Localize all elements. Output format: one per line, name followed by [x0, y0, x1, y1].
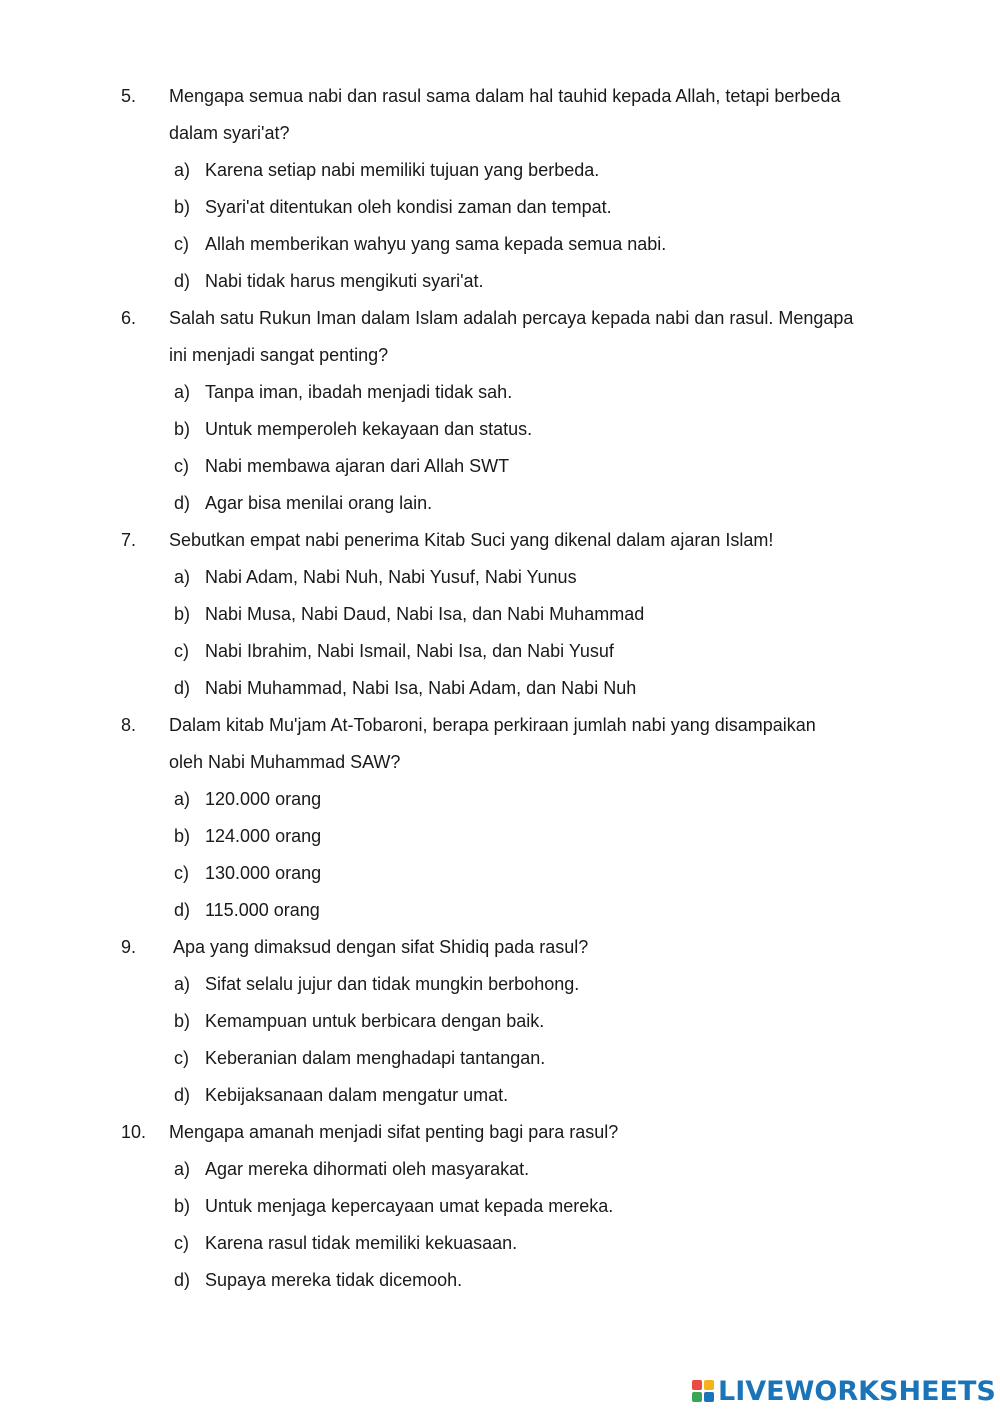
- option-text: Kebijaksanaan dalam mengatur umat.: [205, 1085, 509, 1105]
- question-item: [0, 707, 1000, 929]
- option-letter: b): [174, 604, 191, 624]
- option-letter: d): [174, 1270, 191, 1290]
- logo-square: [704, 1392, 714, 1402]
- answer-option[interactable]: [0, 411, 1000, 448]
- question-text: Dalam kitab Mu'jam At-Tobaroni, berapa perkiraan jumlah nabi yang disampaikan: [169, 715, 816, 735]
- answer-option[interactable]: [0, 892, 1000, 929]
- option-text: Karena setiap nabi memiliki tujuan yang berbeda.: [205, 160, 600, 180]
- question-number: 6.: [121, 308, 137, 328]
- question-item: [0, 929, 1000, 1114]
- answer-option[interactable]: [0, 1151, 1000, 1188]
- answer-option[interactable]: [0, 374, 1000, 411]
- option-text: Nabi tidak harus mengikuti syari'at.: [205, 271, 484, 291]
- option-letter: b): [174, 1196, 191, 1216]
- question-number: 9.: [121, 937, 137, 957]
- option-text: Karena rasul tidak memiliki kekuasaan.: [205, 1233, 518, 1253]
- answer-option[interactable]: [0, 152, 1000, 189]
- option-letter: a): [174, 789, 191, 809]
- option-text: Supaya mereka tidak dicemooh.: [205, 1270, 463, 1290]
- question-number: 7.: [121, 530, 137, 550]
- answer-option[interactable]: [0, 855, 1000, 892]
- option-text: Nabi membawa ajaran dari Allah SWT: [205, 456, 510, 476]
- question-line: [0, 78, 1000, 115]
- answer-option[interactable]: [0, 1262, 1000, 1299]
- option-letter: b): [174, 419, 191, 439]
- question-number: 5.: [121, 86, 137, 106]
- option-text: 124.000 orang: [205, 826, 322, 846]
- option-text: 130.000 orang: [205, 863, 322, 883]
- answer-option[interactable]: [0, 1077, 1000, 1114]
- question-text: oleh Nabi Muhammad SAW?: [169, 752, 401, 772]
- option-text: 115.000 orang: [205, 900, 320, 920]
- option-letter: d): [174, 1085, 191, 1105]
- option-text: Agar mereka dihormati oleh masyarakat.: [205, 1159, 530, 1179]
- liveworksheets-logo-icon: [692, 1380, 714, 1402]
- option-letter: c): [174, 1233, 189, 1253]
- answer-option[interactable]: [0, 1040, 1000, 1077]
- answer-option[interactable]: [0, 263, 1000, 300]
- option-letter: a): [174, 382, 191, 402]
- option-text: Untuk memperoleh kekayaan dan status.: [205, 419, 533, 439]
- logo-square: [692, 1380, 702, 1390]
- option-letter: d): [174, 493, 191, 513]
- liveworksheets-logo: [692, 1374, 996, 1408]
- option-letter: c): [174, 641, 189, 661]
- answer-option[interactable]: [0, 559, 1000, 596]
- question-text: Apa yang dimaksud dengan sifat Shidiq pada rasul?: [173, 937, 589, 957]
- answer-option[interactable]: [0, 670, 1000, 707]
- question-text: Salah satu Rukun Iman dalam Islam adalah percaya kepada nabi dan rasul. Mengapa: [169, 308, 854, 328]
- option-text: 120.000 orang: [205, 789, 322, 809]
- answer-option[interactable]: [0, 1003, 1000, 1040]
- option-text: Nabi Muhammad, Nabi Isa, Nabi Adam, dan Nabi Nuh: [205, 678, 637, 698]
- question-item: [0, 522, 1000, 707]
- option-letter: d): [174, 678, 191, 698]
- option-letter: b): [174, 197, 191, 217]
- option-letter: b): [174, 1011, 191, 1031]
- question-line: [0, 115, 1000, 152]
- question-text: Mengapa semua nabi dan rasul sama dalam hal tauhid kepada Allah, tetapi berbeda: [169, 86, 841, 106]
- option-text: Tanpa iman, ibadah menjadi tidak sah.: [205, 382, 513, 402]
- logo-square: [704, 1380, 714, 1390]
- question-list: [0, 78, 1000, 1299]
- question-line: [0, 522, 1000, 559]
- question-number: 8.: [121, 715, 137, 735]
- answer-option[interactable]: [0, 1225, 1000, 1262]
- brand-name: LIVEWORKSHEETS: [718, 1375, 996, 1407]
- answer-option[interactable]: [0, 1188, 1000, 1225]
- option-letter: c): [174, 456, 189, 476]
- option-letter: c): [174, 1048, 189, 1068]
- question-line: [0, 1114, 1000, 1151]
- question-number: 10.: [121, 1122, 147, 1142]
- answer-option[interactable]: [0, 485, 1000, 522]
- option-letter: a): [174, 160, 191, 180]
- option-letter: d): [174, 271, 191, 291]
- question-text: Mengapa amanah menjadi sifat penting bagi para rasul?: [169, 1122, 619, 1142]
- option-text: Sifat selalu jujur dan tidak mungkin berbohong.: [205, 974, 580, 994]
- option-text: Syari'at ditentukan oleh kondisi zaman dan tempat.: [205, 197, 612, 217]
- option-letter: c): [174, 234, 189, 254]
- option-letter: a): [174, 1159, 191, 1179]
- answer-option[interactable]: [0, 818, 1000, 855]
- question-item: [0, 78, 1000, 300]
- logo-square: [692, 1392, 702, 1402]
- question-line: [0, 337, 1000, 374]
- option-text: Nabi Musa, Nabi Daud, Nabi Isa, dan Nabi Muhammad: [205, 604, 645, 624]
- answer-option[interactable]: [0, 596, 1000, 633]
- question-text: dalam syari'at?: [169, 123, 290, 143]
- option-text: Untuk menjaga kepercayaan umat kepada mereka.: [205, 1196, 614, 1216]
- question-line: [0, 300, 1000, 337]
- option-letter: a): [174, 567, 191, 587]
- option-text: Agar bisa menilai orang lain.: [205, 493, 433, 513]
- option-letter: d): [174, 900, 191, 920]
- option-text: Nabi Ibrahim, Nabi Ismail, Nabi Isa, dan Nabi Yusuf: [205, 641, 614, 661]
- answer-option[interactable]: [0, 226, 1000, 263]
- question-item: [0, 1114, 1000, 1299]
- option-text: Nabi Adam, Nabi Nuh, Nabi Yusuf, Nabi Yunus: [205, 567, 577, 587]
- option-letter: c): [174, 863, 189, 883]
- answer-option[interactable]: [0, 966, 1000, 1003]
- question-text: Sebutkan empat nabi penerima Kitab Suci yang dikenal dalam ajaran Islam!: [169, 530, 774, 550]
- answer-option[interactable]: [0, 633, 1000, 670]
- question-item: [0, 300, 1000, 522]
- option-text: Allah memberikan wahyu yang sama kepada semua nabi.: [205, 234, 667, 254]
- option-text: Keberanian dalam menghadapi tantangan.: [205, 1048, 546, 1068]
- option-text: Kemampuan untuk berbicara dengan baik.: [205, 1011, 545, 1031]
- answer-option[interactable]: [0, 448, 1000, 485]
- question-line: [0, 929, 1000, 966]
- option-letter: a): [174, 974, 191, 994]
- answer-option[interactable]: [0, 189, 1000, 226]
- question-text: ini menjadi sangat penting?: [169, 345, 389, 365]
- answer-option[interactable]: [0, 781, 1000, 818]
- option-letter: b): [174, 826, 191, 846]
- question-line: [0, 744, 1000, 781]
- question-line: [0, 707, 1000, 744]
